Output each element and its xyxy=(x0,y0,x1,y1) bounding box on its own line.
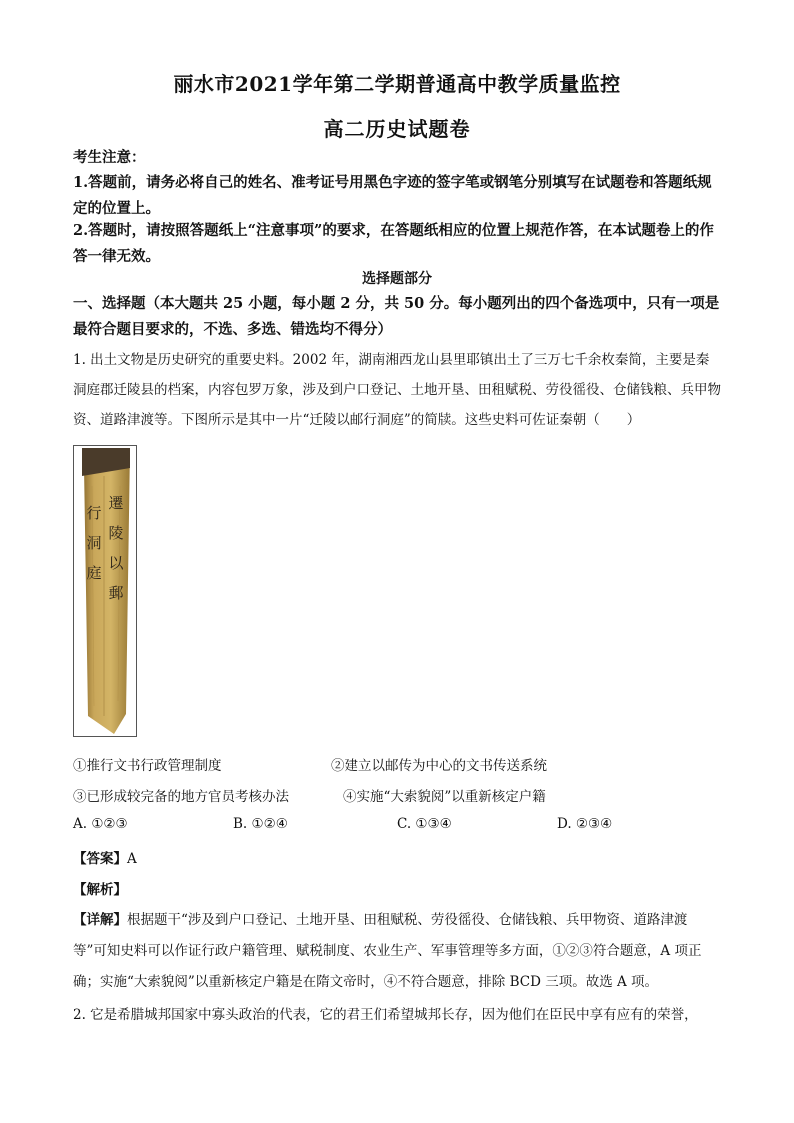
answer-tag: 【答案】 xyxy=(73,851,127,867)
notice-label: 考生注意： xyxy=(73,149,146,166)
statement-2: ②建立以邮传为中心的文书传送系统 xyxy=(331,758,547,774)
slip-glyph: 洞 xyxy=(86,534,102,552)
part1-instructions: 一、选择题（本大题共 25 小题，每小题 2 分，共 50 分。每小题列出的四个备选项中，只有一项是最符合题目要求的，不选、多选、错选均不得分） xyxy=(73,295,720,338)
section-title: 选择题部分 xyxy=(362,271,432,287)
option-b[interactable]: B. ①②④ xyxy=(233,816,288,832)
option-d[interactable]: D. ②③④ xyxy=(557,816,613,832)
statement-4: ④实施“大索貌阅”以重新核定户籍 xyxy=(343,789,546,805)
notice-item-1: 1.答题前，请务必将自己的姓名、准考证号用黑色字迹的签字笔或钢笔分别填写在试题卷和答题纸规定的位置上。 xyxy=(73,174,712,217)
slip-glyph: 陵 xyxy=(108,524,124,542)
notice-item-2: 2.答题时，请按照答题纸上“注意事项”的要求，在答题纸相应的位置上规范作答，在本试题卷上的作答一律无效。 xyxy=(73,222,714,265)
bamboo-slip-drawing xyxy=(74,446,136,736)
answer-value: A xyxy=(127,851,137,867)
bamboo-slip-image xyxy=(73,445,137,737)
exam-subtitle: 高二历史试题卷 xyxy=(323,117,471,141)
slip-inscription-left xyxy=(86,504,101,582)
slip-glyph: 遷 xyxy=(108,494,124,512)
slip-glyph: 以 xyxy=(108,554,124,572)
question-1-stem: 1. 出土文物是历史研究的重要史料。2002 年，湖南湘西龙山县里耶镇出土了三万七千余枚秦简，主要是秦洞庭郡迁陵县的档案，内容包罗万象，涉及到户口登记、土地开垦、田租赋税、劳役徭役、仓储钱粮、兵甲物资、道路津渡等。下图所示是其中一片“迁陵以邮行洞庭”的简牍。这些史料可佐证秦朝（ ） xyxy=(73,352,721,428)
detail-explanation xyxy=(73,905,721,998)
analysis-line xyxy=(73,878,127,898)
question-2-stem: 2. 它是希腊城邦国家中寡头政治的代表，它的君王们希望城邦长存，因为他们在臣民中享有应有的荣誉， xyxy=(73,1007,698,1023)
answer-line xyxy=(73,847,137,867)
analysis-tag: 【解析】 xyxy=(73,882,127,898)
slip-glyph: 郵 xyxy=(108,584,124,602)
statement-1: ①推行文书行政管理制度 xyxy=(73,758,222,774)
statement-3: ③已形成较完备的地方官员考核办法 xyxy=(73,789,289,805)
option-c[interactable]: C. ①③④ xyxy=(397,816,452,832)
slip-glyph: 庭 xyxy=(86,564,102,582)
exam-title: 丽水市2021学年第二学期普通高中教学质量监控 xyxy=(173,72,621,96)
detail-text: 根据题干“涉及到户口登记、土地开垦、田租赋税、劳役徭役、仓储钱粮、兵甲物资、道路津渡等”可知史料可以作证行政户籍管理、赋税制度、农业生产、军事管理等多方面，①②③符合题意，A 项正确；实施“大索貌阅”以重新核定户籍是在隋文帝时，④不符合题意，排除 BCD 三项。故选 A 项。 xyxy=(73,912,702,990)
option-a[interactable]: A. ①②③ xyxy=(73,816,128,832)
detail-tag: 【详解】 xyxy=(73,912,127,928)
slip-glyph: 行 xyxy=(86,504,102,522)
